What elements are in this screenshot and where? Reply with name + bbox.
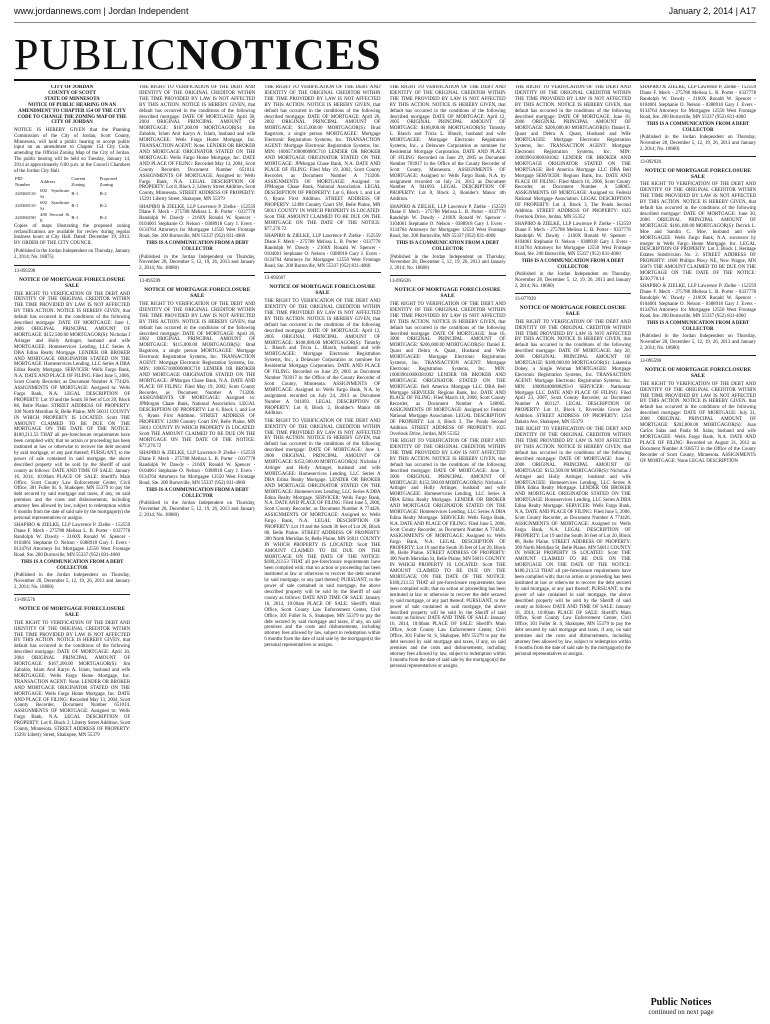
table-cell: 602 Syndicate St	[40, 200, 70, 211]
debt-collector-notice: THIS IS A COMMUNICATION FROM A DEBT COLLECTOR	[20, 560, 124, 572]
debt-collector-notice: THIS IS A COMMUNICATION FROM A DEBT COLLECTOR	[396, 241, 499, 253]
notice-body: THE RIGHT TO VERIFICATION OF THE DEBT AND IDENTITY OF THE ORIGINAL CREDITOR WITHIN THE TIME PROVIDED BY LAW IS NOT AFFECTED BY THIS ACTION. NOTICE IS HEREBY GIVEN, that default has occurred in the conditions of the following described mortgage: DATE OF MORTGAGE: April 30, 2004 ORIGINAL PRINCIPAL AMOUNT OF MORTGAGE: $167,200.00 MORTGAGOR(S): Jim Zabaldo, Islam And Karyn A. Islam, husband and wife MORTGAGEE: Wells Fargo Home Mortgage, Inc. TRANSACTION AGENT: None. LENDER OR BROKER AND MORTGAGE ORIGINATOR STATED ON THE MORTGAGE: Wells Fargo Home Mortgage, Inc. DATE AND PLACE OF FILING: Recorded May 13, 2004, Scott County Recorder, Document Number 651014. ASSIGNMENTS OF MORTGAGE: Assigned to: Wells Fargo Bank, N.A. LEGAL DESCRIPTION OF PROPERTY: Lot 8, Block 2, Liberty Street Addition, Scott County, Minnesota. STREET ADDRESS OF PROPERTY: 15291 Liberty Street, Shakopee, MN 55379	[14, 620, 131, 738]
debt-collector-notice: THIS IS A COMMUNICATION FROM A DEBT COLLECTOR	[646, 321, 750, 332]
page-header	[14, 0, 756, 23]
zoning-body: NOTICE IS HEREBY GIVEN that the Planning Commission of the City of Jordan, Scott County, Minnesota, will hold a public hearing to accept public input on an amendment to Chapter 154 City Code, amending the Official Zoning Map of the City of Jordan. The public hearing will be held on Tuesday, January 14, 2014 at approximately 6:00 p.m. in the Council Chambers of the Jordan City Hall.	[14, 127, 131, 175]
notice-title: NOTICE OF MORTGAGE FORECLOSURE SALE	[19, 276, 126, 289]
notice-body: THE RIGHT TO VERIFICATION OF THE DEBT AND IDENTITY OF THE ORIGINAL CREDITOR WITHIN THE TIME PROVIDED BY LAW IS NOT AFFECTED BY THIS ACTION. NOTICE IS HEREBY GIVEN, that default has occurred in the conditions of the following described mortgage: DATE OF MORTGAGE: April 30, 2004 ORIGINAL PRINCIPAL AMOUNT OF MORTGAGE: $167,200.00 MORTGAGOR(S): Jim Zabaldo, Islam And Karyn A. Islam, husband and wife MORTGAGEE: Wells Fargo Home Mortgage, Inc. TRANSACTION AGENT: None. LENDER OR BROKER AND MORTGAGE ORIGINATOR STATED ON THE MORTGAGE: Wells Fargo Home Mortgage, Inc. DATE AND PLACE OF FILING: Recorded May 13, 2004, Scott County Recorder, Document Number 651014. ASSIGNMENTS OF MORTGAGE: Assigned to: Wells Fargo Bank, N.A. LEGAL DESCRIPTION OF PROPERTY: Lot 8, Block 2, Liberty Street Addition, Scott County, Minnesota. STREET ADDRESS OF PROPERTY: 15291 Liberty Street, Shakopee, MN 55379	[139, 85, 256, 203]
divider	[14, 594, 130, 595]
table-cell: 602 Syndicate St	[40, 188, 70, 200]
table-cell: R-1	[71, 202, 79, 208]
attorney-block: SHAPIRO & ZIELKE, LLP Lawrence P. Zielke - 152559 Diane F. Mech - 275788 Melissa L. B. Porter - 0337778 Randolph W. Dawdy - 2160X Ronald W. Spencer - 0104061 Stephanie O. Nelson - 0388918 Gary J. Evers - 0134764 Attorneys for Mortgagee 12550 West Frontage Road, Ste. 200 Burnsville, MN 55337 (952) 831-4060	[639, 284, 756, 319]
notice-body: THE RIGHT TO VERIFICATION OF THE DEBT AND IDENTITY OF THE ORIGINAL CREDITOR WITHIN THE TIME PROVIDED BY LAW IS NOT AFFECTED BY THIS ACTION. NOTICE IS HEREBY GIVEN, that default has occurred in the conditions of the following described mortgage: DATE OF MORTGAGE: July 20, 2006 ORIGINAL PRINCIPAL AMOUNT OF MORTGAGE: $189,000.00 MORTGAGOR(S): Lakeesha Dobey, a Single Woman MORTGAGEE: Mortgage Electronic Registration Systems, Inc. TRANSACTION AGENT: Mortgage Electronic Registration Systems, Inc. MIN: 100094400008293-0 SERVICER: Nationstar Mortgage LLC DATE AND PLACE OF FILING: Filed April 23, 2007, Scott County Recorder, as Document Number A 803127. LEGAL DESCRIPTION OF PROPERTY: Lot 11, Block 1, Riverside Grove 2nd Addition. STREET ADDRESS OF PROPERTY: 1254 Dakota Ave, Shakopee, MN 55379	[514, 319, 631, 426]
col-header: Current Zoning	[71, 176, 86, 188]
column-6	[640, 85, 756, 1013]
zoning-published: (Published in the Jordan Independent on Thursday, January 2, 2014; No. 18875)	[14, 248, 131, 260]
notice-body: THE RIGHT TO VERIFICATION OF THE DEBT AND IDENTITY OF THE ORIGINAL CREDITOR WITHIN THE TIME PROVIDED BY LAW IS NOT AFFECTED BY THIS ACTION. NOTICE IS HEREBY GIVEN, that default has occurred in the conditions of the following described mortgage: DATE OF MORTGAGE: June 1, 2006 ORIGINAL PRINCIPAL AMOUNT OF MORTGAGE: $152,500.00 MORTGAGOR(S): Nicholas J Artinger and Holly Artinger, husband and wife MORTGAGEE: Homeservices Lending, LLC Series A DBA Edina Realty Mortgage. LENDER OR BROKER AND MORTGAGE ORIGINATOR STATED ON THE MORTGAGE: Homeservices Lending, LLC Series A DBA Edina Realty Mortgage. SERVICER: Wells Fargo Bank, N.A. DATE AND PLACE OF FILING: Filed June 5, 2006, Scott County Recorder, as Document Number A 774426. ASSIGNMENTS OF MORTGAGE: Assigned to: Wells Fargo Bank, N.A. LEGAL DESCRIPTION OF PROPERTY: Lot 19 and the South 36 feet of Lot 20, Block 88, Belle Plaine. STREET ADDRESS OF PROPERTY: 300 North Meridian St, Belle Plaine, MN 56011 COUNTY IN WHICH PROPERTY IS LOCATED: Scott THE AMOUNT CLAIMED TO BE DUE ON THE MORTGAGE ON THE DATE OF THE NOTICE: $180,213.53 THAT all pre-foreclosure requirements have been complied with; that no action or proceeding has been instituted at law or otherwise to recover the debt secured by said mortgage, or any part thereof; PURSUANT, to the power of sale contained in said mortgage, the above described property will be sold by the Sheriff of said county as follows: DATE AND TIME OF SALE: January 16, 2014, 10:00am PLACE OF SALE: Sheriff's Main Office, Scott County Law Enforcement Center, Civil Office, 301 Fuller St. S, Shakopee, MN 55379 to pay the debt secured by said mortgage and taxes, if any, on said premises and the costs and disbursements, including attorney fees allowed by law, subject to redemption within 6 months from the date of said sale by the mortgagor(s) the personal representatives or assigns.	[14, 291, 131, 521]
notice-title: NOTICE OF MORTGAGE FORECLOSURE SALE	[269, 284, 376, 297]
site-label[interactable]: www.jordannews.com | Jordan Independent	[14, 6, 189, 16]
notice-body: THE RIGHT TO VERIFICATION OF THE DEBT AND IDENTITY OF THE ORIGINAL CREDITOR WITHIN THE TIME PROVIDED BY LAW IS NOT AFFECTED BY THIS ACTION. NOTICE IS HEREBY GIVEN, that default has occurred in the conditions of the following described mortgage: DATE OF MORTGAGE: April 26, 2002 ORIGINAL PRINCIPAL AMOUNT OF MORTGAGE: $115,000.00 MORTGAGOR(S): Brad Bagstrom, a single person MORTGAGEE: Mortgage Electronic Registration Systems, Inc. TRANSACTION AGENT: Mortgage Electronic Registration Systems, Inc. MIN: 100057100000080C710 LENDER OR BROKER AND MORTGAGE ORIGINATOR STATED ON THE MORTGAGE: JPMorgan Chase Bank, N.A. DATE AND PLACE OF FILING: Filed May 19, 2002, Scott County Recorder, as Document Number A 713206. ASSIGNMENTS OF MORTGAGE: Assigned to: JPMorgan Chase Bank, National Association. LEGAL DESCRIPTION OF PROPERTY: Lot 6, Block 1, and Lot 6, Ryans First Addition. STREET ADDRESS OF PROPERTY: 12498 Country Court SW, Belle Plaine, MN 56011 COUNTY IN WHICH PROPERTY IS LOCATED: Scott THE AMOUNT CLAIMED TO BE DUE ON THE MORTGAGE ON THE DATE OF THE NOTICE: $77,276.72	[139, 301, 256, 449]
publication-line: (Published in the Jordan Independent on Thursday, November 28, December 5, 12, 19, 26, 2013 and January 2, 2014; No. 18680)	[139, 501, 256, 518]
table-cell: R-2	[99, 214, 107, 220]
zoning-county: COUNTY OF SCOTT	[48, 90, 96, 96]
notice-columns	[14, 85, 756, 1013]
divider	[390, 275, 506, 276]
debt-collector-notice: THIS IS A COMMUNICATION FROM A DEBT COLLECTOR	[646, 121, 750, 133]
continued-subtitle: continued on next page	[648, 1008, 714, 1016]
notice-body: THE RIGHT TO VERIFICATION OF THE DEBT AND IDENTITY OF THE ORIGINAL CREDITOR WITHIN THE TIME PROVIDED BY LAW IS NOT AFFECTED BY THIS ACTION. NOTICE IS HEREBY GIVEN, that default has occurred in the conditions of the following described mortgage: DATE OF MORTGAGE: June 16, 2006 ORIGINAL PRINCIPAL AMOUNT OF MORTGAGE: $206,000.00 MORTGAGOR(S): Daniel E. Quast and Debra A. Quast, Husband and Wife MORTGAGEE: Mortgage Electronic Registration Systems, Inc. TRANSACTION AGENT: Mortgage Electronic Registration Systems, Inc. MIN: 100039610000381002 LENDER OR BROKER AND MORTGAGE ORIGINATOR STATED ON THE MORTGAGE: Bell America Mortgage LLC DBA Bell Mortgage SERVICER: Regions Bank, Inc. DATE AND PLACE OF FILING: Filed March 16, 2006, Scott County Recorder, as Document Number A 548005. ASSIGNMENTS OF MORTGAGE: Assigned to: Federal National Mortgage Association. LEGAL DESCRIPTION OF PROPERTY: Lot 4, Block 3, The Ponds Second Addition. STREET ADDRESS OF PROPERTY: 1025 Overlook Drive, Jordan, MN 55352	[514, 85, 631, 220]
notice-body: THE RIGHT TO VERIFICATION OF THE DEBT AND IDENTITY OF THE ORIGINAL CREDITOR WITHIN THE TIME PROVIDED BY LAW IS NOT AFFECTED BY THIS ACTION. NOTICE IS HEREBY GIVEN, that default has occurred in the conditions of the following described mortgage: DATE OF MORTGAGE: April 12, 2005 ORIGINAL PRINCIPAL AMOUNT OF MORTGAGE: $108,000.00 MORTGAGOR(S): Timothy L. Blasch and Tricia L. Blasch, husband and wife MORTGAGEE: Mortgage Electronic Registration Systems, Inc., a Delaware Corporation as nominee for Residential Mortgage Corporation. DATE AND PLACE OF FILING: Recorded on June 29, 2005 as Document Number 703917 in the Office of the County Recorder of Scott County, Minnesota. ASSIGNMENTS OF MORTGAGE: Assigned to: Wells Fargo Bank, N.A. by assignment recorded on July 24, 2013 as Document Number A 941093. LEGAL DESCRIPTION OF PROPERTY: Lot 8, Block 2, Boulder's Manor 4th Addition.	[264, 299, 381, 417]
divider	[264, 272, 380, 273]
notice-body: THE RIGHT TO VERIFICATION OF THE DEBT AND IDENTITY OF THE ORIGINAL CREDITOR WITHIN THE TIME PROVIDED BY LAW IS NOT AFFECTED BY THIS ACTION. NOTICE IS HEREBY GIVEN, that default has occurred in the conditions of the following described mortgage: DATE OF MORTGAGE: July 31, 2008 ORIGINAL PRINCIPAL AMOUNT OF MORTGAGE: $202,800.00 MORTGAGOR(S): Juan Carlos Salas and Paula M. Salas, husband and wife MORTGAGEE: Wells Fargo Bank, N.A. DATE AND PLACE OF FILING: Recorded on August 31, 2012 as Document Number A 938573 in the Office of the County Recorder of Scott County, Minnesota. ASSIGNMENTS OF MORTGAGE: None LEGAL DESCRIPTION	[639, 381, 756, 464]
continued-box	[606, 997, 756, 1016]
continued-title: Public Notices	[650, 997, 712, 1008]
notice-number: 13-092926	[639, 159, 662, 165]
table-cell: 220360190	[15, 214, 36, 220]
notice-body: THE RIGHT TO VERIFICATION OF THE DEBT AND IDENTITY OF THE ORIGINAL CREDITOR WITHIN THE TIME PROVIDED BY LAW IS NOT AFFECTED BY THIS ACTION. NOTICE IS HEREBY GIVEN, that default has occurred in the conditions of the following described mortgage: DATE OF MORTGAGE: June 1, 2006 ORIGINAL PRINCIPAL AMOUNT OF MORTGAGE: $152,500.00 MORTGAGOR(S): Nicholas J Artinger and Holly Artinger, husband and wife MORTGAGEE: Homeservices Lending, LLC Series A DBA Edina Realty Mortgage. LENDER OR BROKER AND MORTGAGE ORIGINATOR STATED ON THE MORTGAGE: Homeservices Lending, LLC Series A DBA Edina Realty Mortgage. SERVICER: Wells Fargo Bank, N.A. DATE AND PLACE OF FILING: Filed June 5, 2006, Scott County Recorder, as Document Number A 774426. ASSIGNMENTS OF MORTGAGE: Assigned to: Wells Fargo Bank, N.A. LEGAL DESCRIPTION OF PROPERTY: Lot 19 and the South 36 feet of Lot 20, Block 88, Belle Plaine. STREET ADDRESS OF PROPERTY: 300 North Meridian St, Belle Plaine, MN 56011 COUNTY IN WHICH PROPERTY IS LOCATED: Scott THE AMOUNT CLAIMED TO BE DUE ON THE MORTGAGE ON THE DATE OF THE NOTICE: $180,213.53 THAT all pre-foreclosure requirements have been complied with; that no action or proceeding has been instituted at law or otherwise to recover the debt secured by said mortgage, or any part thereof; PURSUANT, to the power of sale contained in said mortgage, the above described property will be sold by the Sheriff of said county as follows: DATE AND TIME OF SALE: January 16, 2014, 10:00am PLACE OF SALE: Sheriff's Main Office, Scott County Law Enforcement Center, Civil Office, 301 Fuller St. S, Shakopee, MN 55379 to pay the debt secured by said mortgage and taxes, if any, on said premises and the costs and disbursements, including attorney fees allowed by law, subject to redemption within 6 months from the date of said sale by the mortgagor(s) the personal representatives or assigns.	[514, 427, 631, 657]
notice-number: 13-095599	[139, 279, 161, 285]
table-row	[14, 200, 130, 212]
publication-line: (Published in the Jordan Independent on Thursday, November 28, December 5, 12, 19, 26, 2013 and January 2, 2014; No. 18680)	[639, 135, 756, 152]
table-cell: R-1	[71, 191, 79, 197]
attorney-block: SHAPIRO & ZIELKE, LLP Lawrence P. Zielke - 152559 Diane F. Mech - 275788 Melissa L. B. Porter - 0337778 Randolph W. Dawdy - 2160X Ronald W. Spencer - 0104061 Stephanie O. Nelson - 0388918 Gary J. Evers - 0134764 Attorneys for Mortgagee 12550 West Frontage Road, Ste. 200 Burnsville, MN 55337 (952) 831-4060	[639, 85, 756, 120]
zoning-footer: Copies of maps illustrating the proposed zoning reclassifications are available for review during regular business hours at City Hall. Dated: December 19, 2013. BY ORDER OF THE CITY COUNCIL	[14, 223, 131, 247]
column-3	[264, 85, 380, 1013]
attorney-block: SHAPIRO & ZIELKE, LLP Lawrence P. Zielke - 152559 Diane F. Mech - 275788 Melissa L. B. Porter - 0337778 Randolph W. Dawdy - 2160X Ronald W. Spencer - 0104061 Stephanie O. Nelson - 0388918 Gary J. Evers - 0134764 Attorneys for Mortgagee 12550 West Frontage Road, Ste. 200 Burnsville, MN 55337 (952) 831-4060	[514, 222, 631, 257]
notice-title: NOTICE OF MORTGAGE FORECLOSURE SALE	[644, 366, 751, 379]
zoning-table	[14, 176, 130, 223]
section-title-word1: PUBLIC	[14, 30, 177, 79]
divider	[640, 355, 756, 356]
column-2	[139, 85, 255, 1013]
notice-body: THE RIGHT TO VERIFICATION OF THE DEBT AND IDENTITY OF THE ORIGINAL CREDITOR WITHIN THE TIME PROVIDED BY LAW IS NOT AFFECTED BY THIS ACTION. NOTICE IS HEREBY GIVEN, that default has occurred in the conditions of the following described mortgage: DATE OF MORTGAGE: June 1, 2006 ORIGINAL PRINCIPAL AMOUNT OF MORTGAGE: $152,500.00 MORTGAGOR(S): Nicholas J Artinger and Holly Artinger, husband and wife MORTGAGEE: Homeservices Lending, LLC Series A DBA Edina Realty Mortgage. LENDER OR BROKER AND MORTGAGE ORIGINATOR STATED ON THE MORTGAGE: Homeservices Lending, LLC Series A DBA Edina Realty Mortgage. SERVICER: Wells Fargo Bank, N.A. DATE AND PLACE OF FILING: Filed June 5, 2006, Scott County Recorder, as Document Number A 774426. ASSIGNMENTS OF MORTGAGE: Assigned to: Wells Fargo Bank, N.A. LEGAL DESCRIPTION OF PROPERTY: Lot 19 and the South 36 feet of Lot 20, Block 88, Belle Plaine. STREET ADDRESS OF PROPERTY: 300 North Meridian St, Belle Plaine, MN 56011 COUNTY IN WHICH PROPERTY IS LOCATED: Scott THE AMOUNT CLAIMED TO BE DUE ON THE MORTGAGE ON THE DATE OF THE NOTICE: $180,213.53 THAT all pre-foreclosure requirements have been complied with; that no action or proceeding has been instituted at law or otherwise to recover the debt secured by said mortgage, or any part thereof; PURSUANT, to the power of sale contained in said mortgage, the above described property will be sold by the Sheriff of said county as follows: DATE AND TIME OF SALE: January 16, 2014, 10:00am PLACE OF SALE: Sheriff's Main Office, Scott County Law Enforcement Center, Civil Office, 301 Fuller St. S, Shakopee, MN 55379 to pay the debt secured by said mortgage and taxes, if any, on said premises and the costs and disbursements, including attorney fees allowed by law, subject to redemption within 6 months from the date of said sale by the mortgagor(s) the personal representatives or assigns.	[389, 439, 506, 669]
debt-collector-notice: THIS IS A COMMUNICATION FROM A DEBT COLLECTOR	[145, 241, 249, 253]
notice-number: 13-095576	[14, 598, 36, 604]
masthead	[14, 23, 756, 81]
notice-number: 13-095607	[264, 276, 286, 282]
zoning-title: NOTICE OF PUBLIC HEARING ON AN AMENDMENT TO CHAPTER 154 OF THE CITY CODE TO CHANGE THE ZONING MAP OF THE CITY OF JORDAN	[17, 102, 127, 126]
table-row	[14, 188, 130, 200]
notice-number: 13-095598	[14, 268, 36, 274]
notice-body: THE RIGHT TO VERIFICATION OF THE DEBT AND IDENTITY OF THE ORIGINAL CREDITOR WITHIN THE TIME PROVIDED BY LAW IS NOT AFFECTED BY THIS ACTION. NOTICE IS HEREBY GIVEN, that default has occurred in the conditions of the following described mortgage: DATE OF MORTGAGE: April 26, 2002 ORIGINAL PRINCIPAL AMOUNT OF MORTGAGE: $115,000.00 MORTGAGOR(S): Brad Bagstrom, a single person MORTGAGEE: Mortgage Electronic Registration Systems, Inc. TRANSACTION AGENT: Mortgage Electronic Registration Systems, Inc. MIN: 100057100000080C710 LENDER OR BROKER AND MORTGAGE ORIGINATOR STATED ON THE MORTGAGE: JPMorgan Chase Bank, N.A. DATE AND PLACE OF FILING: Filed May 19, 2002, Scott County Recorder, as Document Number A 713206. ASSIGNMENTS OF MORTGAGE: Assigned to: JPMorgan Chase Bank, National Association. LEGAL DESCRIPTION OF PROPERTY: Lot 6, Block 1, and Lot 6, Ryans First Addition. STREET ADDRESS OF PROPERTY: 12498 Country Court SW, Belle Plaine, MN 56011 COUNTY IN WHICH PROPERTY IS LOCATED: Scott THE AMOUNT CLAIMED TO BE DUE ON THE MORTGAGE ON THE DATE OF THE NOTICE: $77,276.72	[264, 85, 381, 232]
date-page-label: January 2, 2014 | A17	[668, 6, 756, 16]
attorney-block: SHAPIRO & ZIELKE, LLP Lawrence P. Zielke - 152559 Diane F. Mech - 275788 Melissa L. B. Porter - 0337778 Randolph W. Dawdy - 2160X Ronald W. Spencer - 0104061 Stephanie O. Nelson - 0388918 Gary J. Evers - 0134764 Attorneys for Mortgagee 12550 West Frontage Road, Ste. 200 Burnsville, MN 55337 (952) 831-4060	[139, 451, 256, 486]
divider	[640, 156, 756, 157]
table-row	[14, 212, 130, 224]
table-cell: 220360110	[15, 202, 36, 208]
table-cell: R-2	[99, 202, 107, 208]
zoning-notice	[14, 85, 130, 266]
table-cell: 400 Second St E	[40, 211, 70, 223]
divider	[515, 293, 631, 294]
publication-line: (Published in the Jordan Independent on Thursday, November 28, December 5, 12, 19, 26, 2013 and January 2, 2014; No. 18680)	[514, 272, 631, 290]
table-cell: R-1	[71, 214, 79, 220]
notice-number: 13-095596	[639, 359, 662, 365]
zoning-city: CITY OF JORDAN	[50, 85, 94, 90]
attorney-block: SHAPIRO & ZIELKE, LLP Lawrence P. Zielke - 152559 Diane F. Mech - 275788 Melissa L. B. Porter - 0337778 Randolph W. Dawdy - 2160X Ronald W. Spencer - 0104061 Stephanie O. Nelson - 0388918 Gary J. Evers - 0134764 Attorneys for Mortgagee 12550 West Frontage Road, Ste. 200 Burnsville, MN 55337 (952) 831-4060	[14, 523, 131, 558]
notice-body: THE RIGHT TO VERIFICATION OF THE DEBT AND IDENTITY OF THE ORIGINAL CREDITOR WITHIN THE TIME PROVIDED BY LAW IS NOT AFFECTED BY THIS ACTION. NOTICE IS HEREBY GIVEN, that default has occurred in the conditions of the following described mortgage: DATE OF MORTGAGE: April 12, 2005 ORIGINAL PRINCIPAL AMOUNT OF MORTGAGE: $108,000.00 MORTGAGOR(S): Timothy L. Blasch and Tricia L. Blasch, husband and wife MORTGAGEE: Mortgage Electronic Registration Systems, Inc., a Delaware Corporation as nominee for Residential Mortgage Corporation. DATE AND PLACE OF FILING: Recorded on June 29, 2005 as Document Number 703917 in the Office of the County Recorder of Scott County, Minnesota. ASSIGNMENTS OF MORTGAGE: Assigned to: Wells Fargo Bank, N.A. by assignment recorded on July 24, 2013 as Document Number A 941093. LEGAL DESCRIPTION OF PROPERTY: Lot 8, Block 2, Boulder's Manor 4th Addition.	[389, 85, 506, 203]
notice-body: THE RIGHT TO VERIFICATION OF THE DEBT AND IDENTITY OF THE ORIGINAL CREDITOR WITHIN THE TIME PROVIDED BY LAW IS NOT AFFECTED BY THIS ACTION. NOTICE IS HEREBY GIVEN, that default has occurred in the conditions of the following described mortgage: DATE OF MORTGAGE: June 1, 2006 ORIGINAL PRINCIPAL AMOUNT OF MORTGAGE: $152,500.00 MORTGAGOR(S): Nicholas J Artinger and Holly Artinger, husband and wife MORTGAGEE: Homeservices Lending, LLC Series A DBA Edina Realty Mortgage. LENDER OR BROKER AND MORTGAGE ORIGINATOR STATED ON THE MORTGAGE: Homeservices Lending, LLC Series A DBA Edina Realty Mortgage. SERVICER: Wells Fargo Bank, N.A. DATE AND PLACE OF FILING: Filed June 5, 2006, Scott County Recorder, as Document Number A 774426. ASSIGNMENTS OF MORTGAGE: Assigned to: Wells Fargo Bank, N.A. LEGAL DESCRIPTION OF PROPERTY: Lot 19 and the South 36 feet of Lot 20, Block 88, Belle Plaine. STREET ADDRESS OF PROPERTY: 300 North Meridian St, Belle Plaine, MN 56011 COUNTY IN WHICH PROPERTY IS LOCATED: Scott THE AMOUNT CLAIMED TO BE DUE ON THE MORTGAGE ON THE DATE OF THE NOTICE: $180,213.53 THAT all pre-foreclosure requirements have been complied with; that no action or proceeding has been instituted at law or otherwise to recover the debt secured by said mortgage, or any part thereof; PURSUANT, to the power of sale contained in said mortgage, the above described property will be sold by the Sheriff of said county as follows: DATE AND TIME OF SALE: January 16, 2014, 10:00am PLACE OF SALE: Sheriff's Main Office, Scott County Law Enforcement Center, Civil Office, 301 Fuller St. S, Shakopee, MN 55379 to pay the debt secured by said mortgage and taxes, if any, on said premises and the costs and disbursements, including attorney fees allowed by law, subject to redemption within 6 months from the date of said sale by the mortgagor(s) the personal representatives or assigns.	[264, 418, 381, 649]
notice-body: THE RIGHT TO VERIFICATION OF THE DEBT AND IDENTITY OF THE ORIGINAL CREDITOR WITHIN THE TIME PROVIDED BY LAW IS NOT AFFECTED BY THIS ACTION. NOTICE IS HEREBY GIVEN, that default has occurred in the conditions of the following described mortgage: DATE OF MORTGAGE: June 16, 2006 ORIGINAL PRINCIPAL AMOUNT OF MORTGAGE: $206,000.00 MORTGAGOR(S): Daniel E. Quast and Debra A. Quast, Husband and Wife MORTGAGEE: Mortgage Electronic Registration Systems, Inc. TRANSACTION AGENT: Mortgage Electronic Registration Systems, Inc. MIN: 100039610000381002 LENDER OR BROKER AND MORTGAGE ORIGINATOR STATED ON THE MORTGAGE: Bell America Mortgage LLC DBA Bell Mortgage SERVICER: Regions Bank, Inc. DATE AND PLACE OF FILING: Filed March 16, 2006, Scott County Recorder, as Document Number A 548005. ASSIGNMENTS OF MORTGAGE: Assigned to: Federal National Mortgage Association. LEGAL DESCRIPTION OF PROPERTY: Lot 4, Block 3, The Ponds Second Addition. STREET ADDRESS OF PROPERTY: 1025 Overlook Drive, Jordan, MN 55352	[389, 301, 506, 437]
notice-number: 13-077029	[514, 296, 536, 302]
section-title-word2: NOTICES	[176, 30, 382, 79]
publication-line: (Published in the Jordan Independent on Thursday, November 28, December 5, 12, 19, 26, 2013 and January 2, 2014; No. 18680)	[639, 334, 756, 352]
divider	[139, 275, 255, 276]
publication-line: (Published in the Jordan Independent on Thursday, November 28, December 5, 12, 19, 26, 2013 and January 2, 2014; No. 18680)	[14, 573, 131, 591]
section-title	[14, 29, 382, 80]
notice-title: NOTICE OF MORTGAGE FORECLOSURE SALE	[144, 287, 251, 300]
zoning-state: STATE OF MINNESOTA	[44, 96, 100, 102]
zoning-table-head	[14, 176, 130, 188]
notice-title: NOTICE OF MORTGAGE FORECLOSURE SALE	[519, 304, 626, 317]
notice-body: THE RIGHT TO VERIFICATION OF THE DEBT AND IDENTITY OF THE ORIGINAL CREDITOR WITHIN THE TIME PROVIDED BY LAW IS NOT AFFECTED BY THIS ACTION. NOTICE IS HEREBY GIVEN, that default has occurred in the conditions of the following described mortgage: DATE OF MORTGAGE: June 30, 2006 ORIGINAL PRINCIPAL AMOUNT OF MORTGAGE: $166,180.00 MORTGAGOR(S): Derrick L. Moe and Sandra C. Moe, husband and wife MORTGAGEE: Wells Fargo Bank, N.A. successor by merger to Wells Fargo Home Mortgage, Inc. LEGAL DESCRIPTION OF PROPERTY: Lot 3, Block 1, Heritage Estates Subdivision No. 2. STREET ADDRESS OF PROPERTY: 1600 Phillips Pkwy NE, New Prague, MN 56071 THE AMOUNT CLAIMED TO BE DUE ON THE MORTGAGE ON THE DATE OF THE NOTICE: $230,770.14	[639, 182, 756, 282]
notice-title: NOTICE OF MORTGAGE FORECLOSURE SALE	[644, 167, 751, 180]
publication-line: (Published in the Jordan Independent on Thursday, November 28, December 5, 12, 19, 26, 2013 and January 2, 2014; No. 18680)	[139, 254, 256, 272]
debt-collector-notice: THIS IS A COMMUNICATION FROM A DEBT COLLECTOR	[145, 487, 249, 499]
col-header: Address	[40, 179, 56, 185]
column-4	[390, 85, 506, 1013]
notice-title: NOTICE OF MORTGAGE FORECLOSURE SALE	[394, 287, 501, 300]
column-5	[515, 85, 631, 1013]
attorney-block: SHAPIRO & ZIELKE, LLP Lawrence P. Zielke - 152559 Diane F. Mech - 275788 Melissa L. B. Porter - 0337778 Randolph W. Dawdy - 2160X Ronald W. Spencer - 0104061 Stephanie O. Nelson - 0388918 Gary J. Evers - 0134764 Attorneys for Mortgagee 12550 West Frontage Road, Ste. 200 Burnsville, MN 55337 (952) 831-4060	[389, 204, 506, 240]
notice-number: 13-095626	[389, 279, 411, 285]
table-cell: R-2	[99, 191, 107, 197]
notice-title: NOTICE OF MORTGAGE FORECLOSURE SALE	[19, 605, 126, 618]
col-header: Proposed Zoning	[99, 176, 117, 188]
attorney-block: SHAPIRO & ZIELKE, LLP Lawrence P. Zielke - 152559 Diane F. Mech - 275788 Melissa L. B. Porter - 0337778 Randolph W. Dawdy - 2160X Ronald W. Spencer - 0104061 Stephanie O. Nelson - 0388918 Gary J. Evers - 0134764 Attorneys for Mortgagee 12550 West Frontage Road, Ste. 200 Burnsville, MN 55337 (952) 831-4060	[264, 234, 381, 269]
col-header: PID Number	[15, 176, 31, 188]
publication-line: (Published in the Jordan Independent on Thursday, November 28, December 5, 12, 19, 26, 2013 and January 2, 2014; No. 18680)	[389, 254, 506, 272]
table-cell: 220360110	[15, 191, 36, 197]
attorney-block: SHAPIRO & ZIELKE, LLP Lawrence P. Zielke - 152559 Diane F. Mech - 275788 Melissa L. B. Porter - 0337778 Randolph W. Dawdy - 2160X Ronald W. Spencer - 0104061 Stephanie O. Nelson - 0388918 Gary J. Evers - 0134764 Attorneys for Mortgagee 12550 West Frontage Road, Ste. 200 Burnsville, MN 55337 (952) 831-4060	[139, 204, 256, 240]
column-1	[14, 85, 130, 1013]
debt-collector-notice: THIS IS A COMMUNICATION FROM A DEBT COLLECTOR	[521, 259, 625, 270]
